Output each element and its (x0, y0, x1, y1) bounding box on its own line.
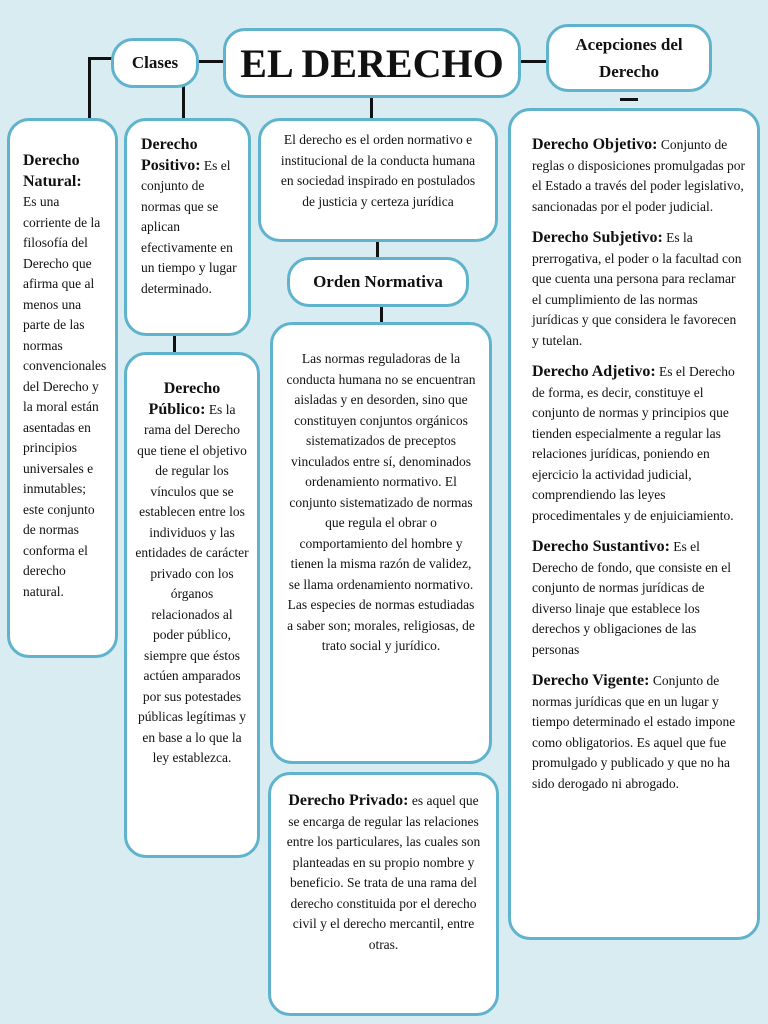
acepcion-sustantivo (532, 537, 745, 660)
derecho-positivo-text: Es el conjunto de normas que se aplican efectivamente en un tiempo y lugar determinado. (141, 157, 237, 296)
acepcion-objetivo (532, 135, 745, 217)
acepcion-term: Derecho Adjetivo: (532, 363, 656, 380)
derecho-natural-term: Derecho Natural: (23, 152, 82, 190)
acepcion-text: Conjunto de normas jurídicas que en un lugar y tiempo determinado el estado impone como obligatorios. Es aquel que fue promulgado y publicado y que no ha sido derogado ni abrogado. (532, 673, 736, 791)
connector-positivo-vertical (182, 86, 185, 118)
derecho-privado-term: Derecho Privado: (288, 792, 409, 809)
connector-positivo-publico (173, 334, 176, 354)
derecho-publico-box (124, 352, 260, 858)
derecho-publico-term: Derecho Público: (148, 380, 221, 418)
acepcion-text: Es la prerrogativa, el poder o la facultad con que cuenta una persona para reclamar el cumplimiento de las normas jurídicas y que considera le favorecen y tutelan. (532, 230, 742, 348)
connector-natural-vertical (88, 57, 91, 119)
connector-clases-left (88, 57, 112, 60)
main-title (223, 28, 521, 98)
acepciones-label: Acepciones del Derecho (575, 35, 683, 81)
clases-box (111, 38, 199, 88)
derecho-natural-text: Es una corriente de la filosofía del Derecho que afirma que al menos una parte de las normas convencionales del Derecho y la moral están asentadas en principios universales e inmutables; este conjunto de normas conforma el derecho natural. (23, 194, 107, 599)
derecho-privado-box (268, 772, 499, 1016)
acepcion-term: Derecho Subjetivo: (532, 229, 663, 246)
connector-title-definition (370, 98, 373, 118)
orden-normativa-box (287, 257, 469, 307)
main-title-text: EL DERECHO (240, 40, 504, 86)
connector-title-acepciones (520, 60, 547, 63)
acepcion-term: Derecho Objetivo: (532, 136, 658, 153)
acepcion-text: Es el Derecho de fondo, que consiste en el conjunto de normas jurídicas de diverso linaje que establece los derechos y obligaciones de las personas (532, 539, 732, 657)
definition-box (258, 118, 498, 242)
acepcion-vigente (532, 671, 745, 794)
orden-normativa-label: Orden Normativa (313, 272, 443, 291)
acepcion-text: Conjunto de reglas o disposiciones promulgadas por el Estado a través del poder legislativo, sancionadas por el poder judicial. (532, 137, 745, 214)
acepciones-header-box (546, 24, 712, 92)
derecho-positivo-box (124, 118, 251, 336)
definition-text: El derecho es el orden normativo e institucional de la conducta humana en sociedad inspirado en postulados de justicia y certeza jurídica (280, 132, 476, 209)
acepcion-adjetivo (532, 362, 745, 526)
acepcion-term: Derecho Sustantivo: (532, 538, 670, 555)
connector-definition-orden (376, 240, 379, 258)
derecho-privado-text: es aquel que se encarga de regular las relaciones entre los particulares, las cuales son planteadas en su propio nombre y beneficio. Se trata de una rama del derecho constituida por el derecho civil y el derecho mercantil, entre otras. (286, 793, 481, 952)
connector-title-clases (198, 60, 224, 63)
acepcion-term: Derecho Vigente: (532, 672, 650, 689)
derecho-publico-text: Es la rama del Derecho que tiene el objetivo de regular los vínculos que se establecen entre los individuos y las entidades de carácter privado con los órganos relacionados al poder público, siempre que éstos actúen amparados por sus potestades públicas legítimas y en base a lo que la ley establezca. (135, 401, 249, 765)
acepciones-list-box (508, 108, 760, 940)
derecho-positivo-term: Derecho Positivo: (141, 136, 201, 174)
derecho-natural-box (7, 118, 118, 658)
acepcion-subjetivo (532, 228, 745, 351)
orden-text: Las normas reguladoras de la conducta humana no se encuentran aisladas y en desorden, sino que constituyen conjuntos orgánicos sistematizados de preceptos vinculados entre sí, denominados ordenamiento normativo. El conjunto sistematizado de normas que regula el obrar o comportamiento del hombre y tienen la misma razón de validez, se llama ordenamiento normativo. Las especies de normas estudiadas a saber son; morales, religiosas, de trato social y jurídico. (286, 351, 476, 653)
clases-label: Clases (131, 53, 179, 72)
orden-text-box (270, 322, 492, 764)
acepcion-text: Es el Derecho de forma, es decir, constituye el conjunto de normas y principios que tienden especialmente a regular las relaciones jurídicas, poniendo en ejercicio la actividad judicial, comprendiendo las leyes procedimentales y de enjuiciamiento. (532, 364, 735, 523)
connector-acepciones-down (620, 98, 638, 101)
